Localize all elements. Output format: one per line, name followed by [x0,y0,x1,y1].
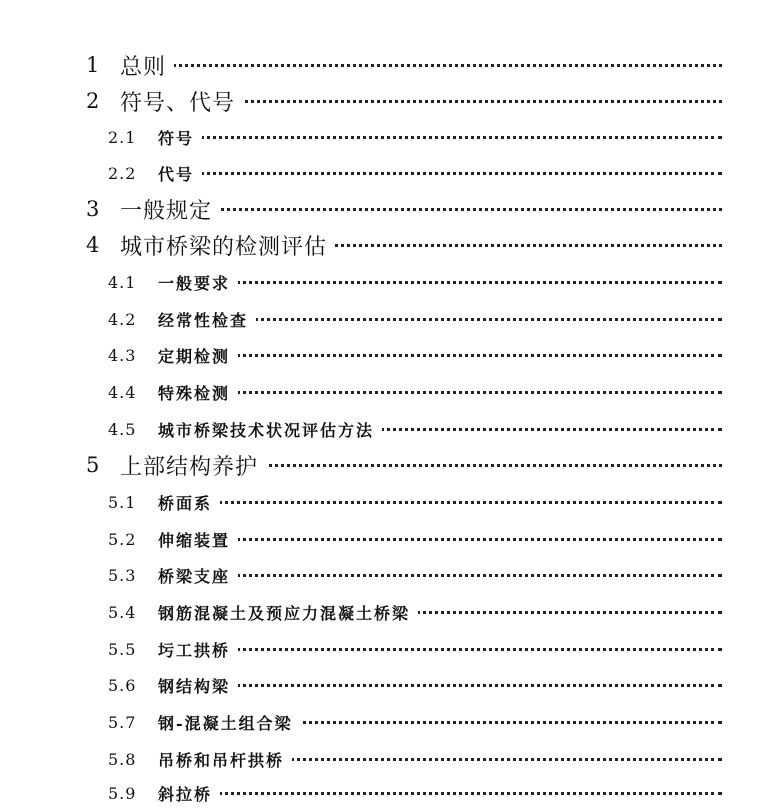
toc-entry[interactable] [0,267,780,297]
toc-entry[interactable] [0,487,780,517]
toc-entry-number: 4.2 [108,309,137,329]
toc-entry-number: 2.1 [108,127,137,147]
toc-entry-title: 一般规定 [120,194,220,225]
toc-entry-number: 5.1 [108,492,137,512]
toc-entry[interactable] [0,597,780,627]
dot-leader [170,281,722,284]
toc-entry-number: 4.5 [108,419,137,439]
toc-entry-number: 4.4 [108,382,137,402]
toc-entry-title: 斜拉桥 [158,782,220,805]
dot-leader [170,172,722,175]
toc-entry-number: 5.9 [108,783,137,803]
toc-entry[interactable] [0,86,780,116]
dot-leader [170,391,722,394]
toc-entry-title: 吊桥和吊杆拱桥 [158,748,292,771]
toc-entry-number: 5.7 [108,712,137,732]
dot-leader [170,501,722,504]
toc-entry[interactable] [0,340,780,370]
toc-entry-title: 一般要求 [158,271,238,294]
toc-entry-number: 4.1 [108,272,137,292]
toc-entry-title: 代号 [158,162,202,185]
toc-entry-title: 城市桥梁的检测评估 [120,230,335,261]
dot-leader [170,574,722,577]
toc-entry-number: 2 [86,89,100,113]
toc-entry[interactable] [0,304,780,334]
toc-entry-title: 符号、代号 [120,86,243,117]
toc-entry-title: 符号 [158,126,202,149]
toc-entry[interactable] [0,670,780,700]
toc-entry-number: 5 [86,453,100,477]
dot-leader [170,792,722,795]
dot-leader [150,64,722,67]
toc-entry[interactable] [0,524,780,554]
dot-leader [170,354,722,357]
toc-entry-number: 5.5 [108,639,137,659]
toc-entry[interactable] [0,377,780,407]
toc-entry[interactable] [0,634,780,664]
toc-entry-number: 1 [86,53,100,77]
toc-entry[interactable] [0,450,780,480]
toc-entry-title: 钢筋混凝土及预应力混凝土桥梁 [158,601,418,624]
toc-entry[interactable] [0,50,780,80]
toc-entry-title: 总则 [120,50,174,81]
toc-entry-title: 钢-混凝土组合梁 [158,711,301,734]
toc-entry[interactable] [0,778,780,808]
toc-entry[interactable] [0,414,780,444]
toc-entry[interactable] [0,194,780,224]
toc-entry[interactable] [0,122,780,152]
toc-entry[interactable] [0,744,780,774]
toc-entry[interactable] [0,560,780,590]
toc-entry-title: 经常性检查 [158,308,256,331]
toc-entry-number: 3 [86,197,100,221]
dot-leader [170,684,722,687]
toc-entry-title: 特殊检测 [158,381,238,404]
dot-leader [150,208,722,211]
toc-entry[interactable] [0,707,780,737]
toc-entry-number: 5.8 [108,749,137,769]
toc-entry-number: 4.3 [108,345,137,365]
toc-entry-number: 5.6 [108,675,137,695]
toc-entry[interactable] [0,230,780,260]
toc-entry-number: 5.2 [108,529,137,549]
toc-entry-title: 桥面系 [158,491,220,514]
toc-entry-title: 钢结构梁 [158,674,238,697]
toc-entry-title: 圬工拱桥 [158,638,238,661]
dot-leader [170,136,722,139]
dot-leader [170,538,722,541]
dot-leader [170,648,722,651]
toc-entry-title: 城市桥梁技术状况评估方法 [158,418,382,441]
toc-entry-title: 伸缩装置 [158,528,238,551]
toc-entry-title: 桥梁支座 [158,564,238,587]
toc-entry-number: 5.4 [108,602,137,622]
toc-entry-number: 4 [86,233,100,257]
toc-entry-title: 定期检测 [158,344,238,367]
toc-entry-title: 上部结构养护 [120,450,266,481]
toc-entry-number: 2.2 [108,163,137,183]
toc-entry-number: 5.3 [108,565,137,585]
toc-entry[interactable] [0,158,780,188]
